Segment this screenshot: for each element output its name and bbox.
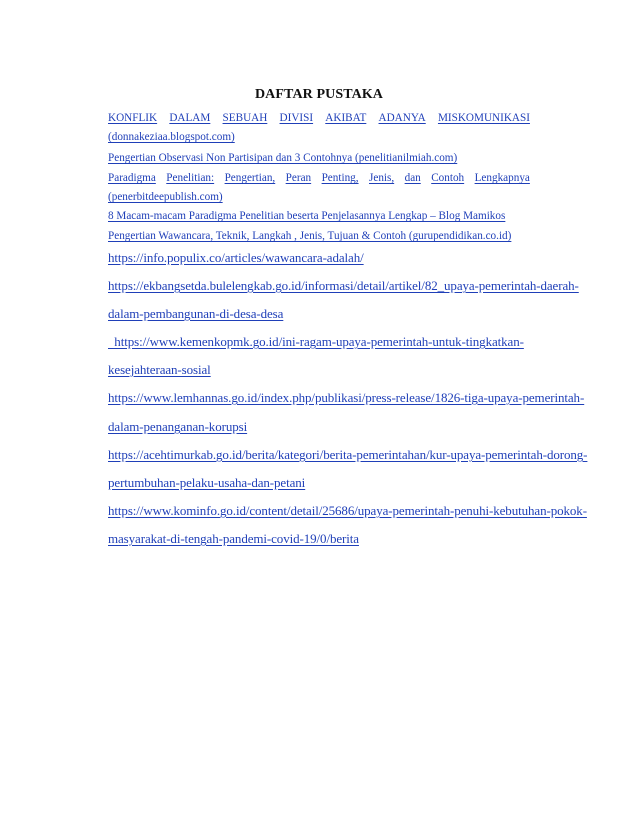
reference-word: Lengkapnya <box>474 172 530 184</box>
reference-link-macam-paradigma[interactable]: 8 Macam-macam Paradigma Penelitian beserta Penjelasannya Lengkap – Blog Mamikos <box>108 210 506 222</box>
reference-word: Jenis, <box>369 172 395 184</box>
url-link-ekbangsetda[interactable]: https://ekbangsetda.bulelengkab.go.id/informasi/detail/artikel/82_upaya-pemerintah-daerah- <box>108 278 579 293</box>
url-link-acehtimurkab-cont[interactable]: pertumbuhan-pelaku-usaha-dan-petani <box>108 475 306 490</box>
url-link-populix[interactable]: https://info.populix.co/articles/wawancara-adalah/ <box>108 250 364 265</box>
reference-word: DALAM <box>169 112 211 124</box>
reference-link-konflik-source[interactable]: (donnakeziaa.blogspot.com) <box>108 131 235 143</box>
reference-word: Penting, <box>321 172 359 184</box>
url-link-kemenkopmk-cont[interactable]: kesejahteraan-sosial <box>108 362 211 377</box>
page-title: DAFTAR PUSTAKA <box>254 87 384 102</box>
reference-word: ADANYA <box>378 112 426 124</box>
reference-word: SEBUAH <box>222 112 268 124</box>
reference-word: Penelitian: <box>166 172 215 184</box>
reference-word: KONFLIK <box>108 112 158 124</box>
url-link-kominfo[interactable]: https://www.kominfo.go.id/content/detail/25686/upaya-pemerintah-penuhi-kebutuhan-pokok- <box>108 503 587 518</box>
reference-word: Contoh <box>431 172 465 184</box>
reference-word: Paradigma <box>108 172 156 184</box>
reference-word: AKIBAT <box>325 112 367 124</box>
reference-link-konflik[interactable] <box>108 112 530 124</box>
url-link-kemenkopmk[interactable]: https://www.kemenkopmk.go.id/ini-ragam-upaya-pemerintah-untuk-tingkatkan- <box>108 334 524 349</box>
url-link-kominfo-cont[interactable]: masyarakat-di-tengah-pandemi-covid-19/0/berita <box>108 531 359 546</box>
reference-word: DIVISI <box>279 112 314 124</box>
reference-word: Peran <box>285 172 312 184</box>
reference-link-wawancara[interactable]: Pengertian Wawancara, Teknik, Langkah , Jenis, Tujuan & Contoh (gurupendidikan.co.id) <box>108 230 512 242</box>
reference-link-paradigma[interactable] <box>108 172 530 184</box>
url-link-acehtimurkab[interactable]: https://acehtimurkab.go.id/berita/kategori/berita-pemerintahan/kur-upaya-pemerintah-dorong- <box>108 447 588 462</box>
reference-link-paradigma-source[interactable]: (penerbitdeepublish.com) <box>108 191 223 203</box>
reference-word: Pengertian, <box>224 172 276 184</box>
reference-word: dan <box>404 172 421 184</box>
url-link-lemhannas-cont[interactable]: dalam-penanganan-korupsi <box>108 419 248 434</box>
reference-word: MISKOMUNIKASI <box>437 112 530 124</box>
url-link-lemhannas[interactable]: https://www.lemhannas.go.id/index.php/publikasi/press-release/1826-tiga-upaya-pemerintah- <box>108 390 585 405</box>
reference-link-observasi[interactable]: Pengertian Observasi Non Partisipan dan 3 Contohnya (penelitianilmiah.com) <box>108 152 458 164</box>
url-link-ekbangsetda-cont[interactable]: dalam-pembangunan-di-desa-desa <box>108 306 284 321</box>
